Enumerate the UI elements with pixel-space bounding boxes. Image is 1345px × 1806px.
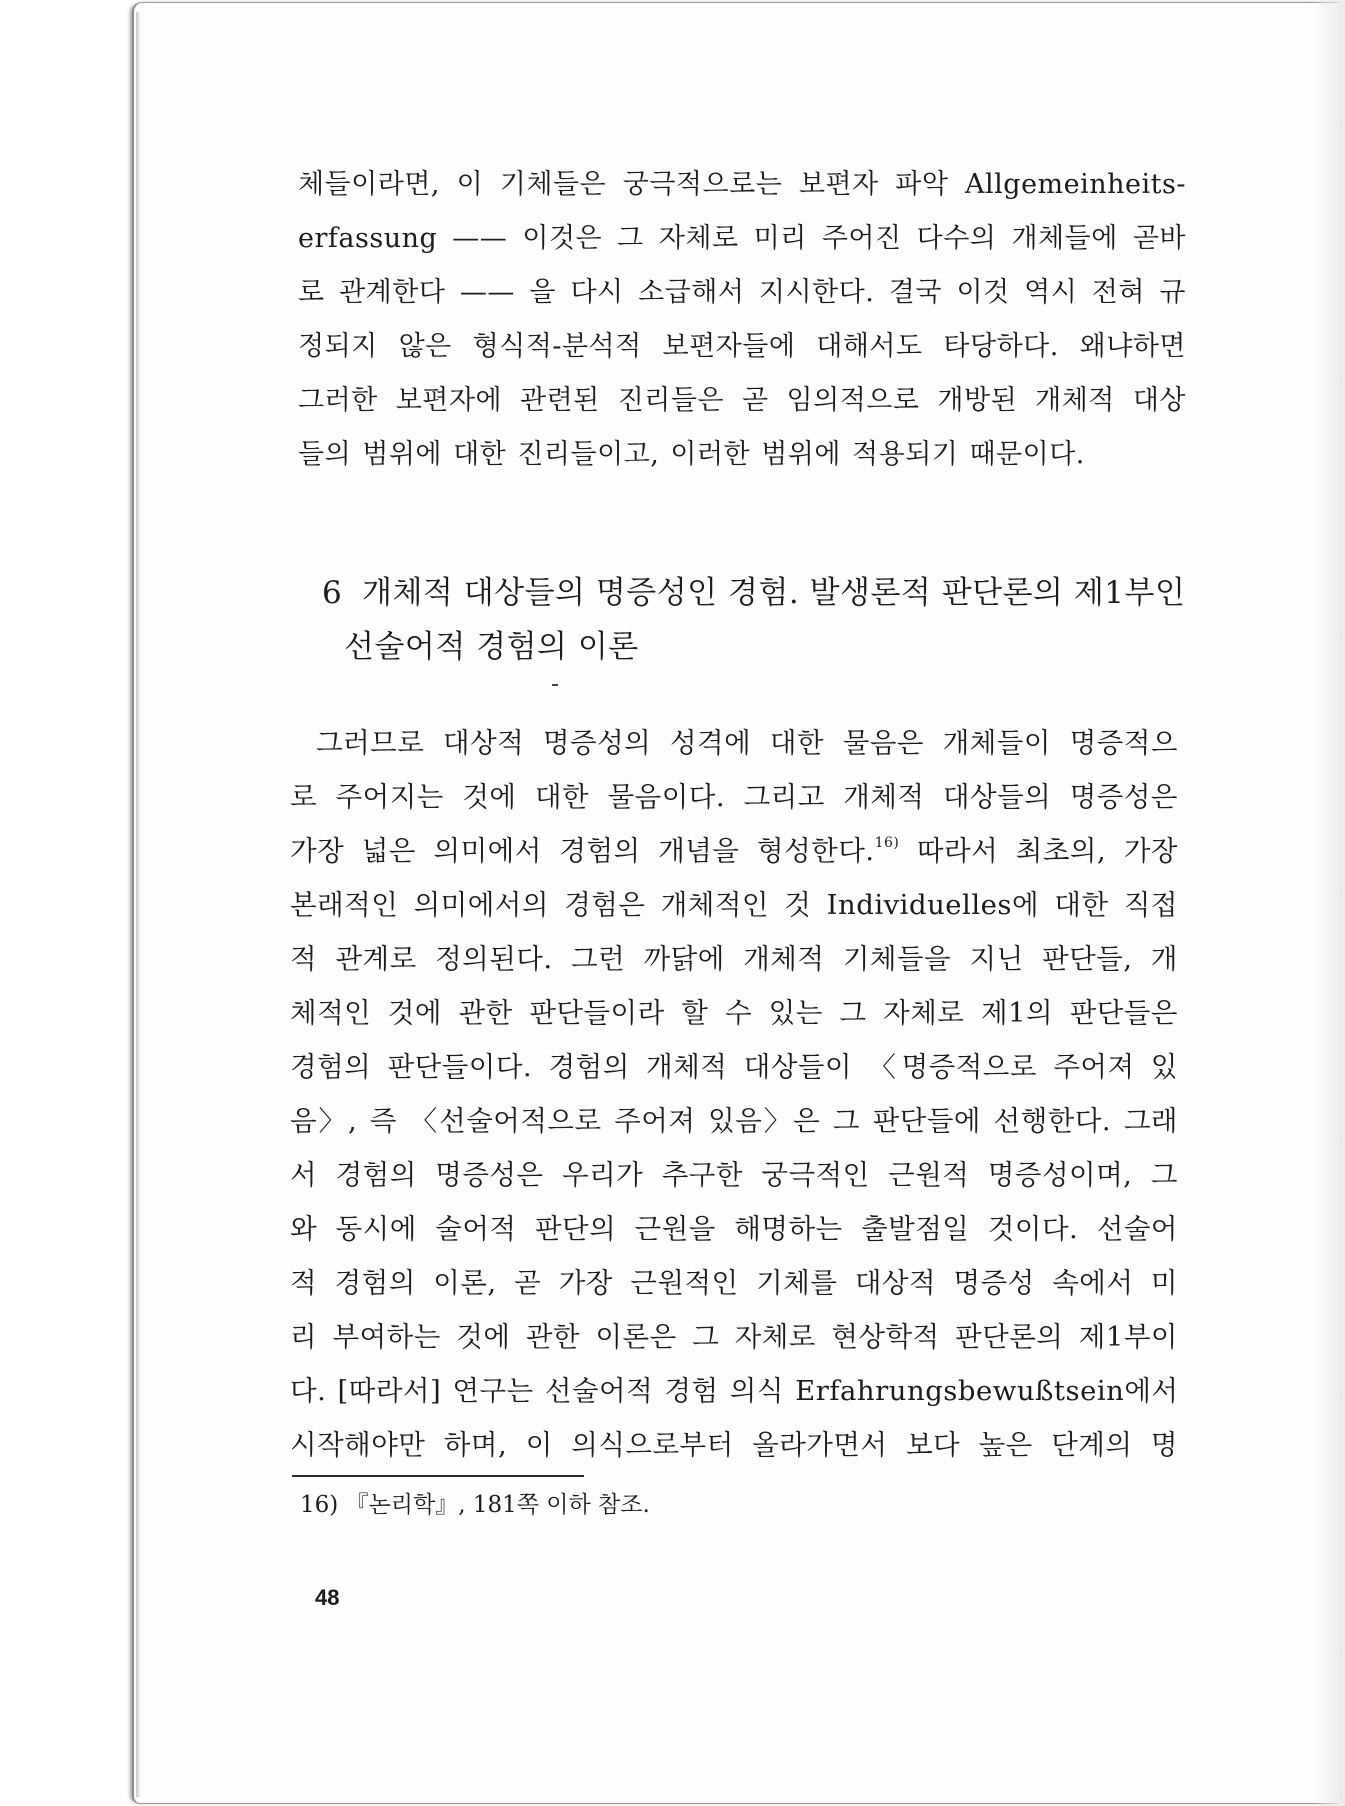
footnote-divider [292,1475,584,1477]
paragraph-line: 로 관계한다 —— 을 다시 소급해서 지시한다. 결국 이것 역시 전혀 규 [298,277,1186,308]
section-number: 6 [322,575,343,611]
paragraph-line: 로 주어지는 것에 대한 물음이다. 그리고 개체적 대상들의 명증성은 [290,781,1178,813]
paragraph-line: 체들이라면, 이 기체들은 궁극적으로는 보편자 파악 Allgemeinheits- [298,169,1186,200]
paragraph-line: 체적인 것에 관한 판단들이라 할 수 있는 그 자체로 제1의 판단들은 [290,997,1178,1029]
paragraph-line: erfassung —— 이것은 그 자체로 미리 주어진 다수의 개체들에 곧바 [298,223,1186,254]
print-speck [552,684,558,686]
paragraph-line: 음〉, 즉 〈선술어적으로 주어져 있음〉은 그 판단들에 선행한다. 그래 [290,1105,1178,1137]
paragraph-line: 적 관계로 정의된다. 그런 까닭에 개체적 기체들을 지닌 판단들, 개 [290,943,1178,975]
paragraph-line: 시작해야만 하며, 이 의식으로부터 올라가면서 보다 높은 단계의 명 [290,1429,1178,1461]
paragraph-line-with-footnote [290,824,1178,878]
footnote: 16) 『논리학』, 181쪽 이하 참조. [300,1492,650,1518]
paragraph-line: 그러한 보편자에 관련된 진리들은 곧 임의적으로 개방된 개체적 대상 [298,385,1186,416]
paragraph-line: 경험의 판단들이다. 경험의 개체적 대상들이 〈명증적으로 주어져 있 [290,1051,1178,1083]
paragraph-line: 와 동시에 술어적 판단의 근원을 해명하는 출발점일 것이다. 선술어 [290,1213,1178,1245]
paragraph-2 [290,716,1178,1472]
paragraph-line: 적 경험의 이론, 곧 가장 근원적인 기체를 대상적 명증성 속에서 미 [290,1267,1178,1299]
paragraph-line: 서 경험의 명증성은 우리가 추구한 궁극적인 근원적 명증성이며, 그 [290,1159,1178,1191]
footnote-reference[interactable]: 16) [874,835,900,851]
paragraph-line: 정되지 않은 형식적-분석적 보편자들에 대해서도 타당하다. 왜냐하면 [298,331,1186,362]
paragraph-line: 리 부여하는 것에 관한 이론은 그 자체로 현상학적 판단론의 제1부이 [290,1321,1178,1353]
scan-right-edge [1311,0,1345,1806]
section-heading-line-1 [322,566,1188,620]
paragraph-line-text: 가장 넓은 의미에서 경험의 개념을 형성한다. [290,835,875,867]
paragraph-line: 다. [따라서] 연구는 선술어적 경험 의식 Erfahrungsbewußtsein에서 [290,1375,1179,1407]
page-number: 48 [315,1585,340,1610]
section-heading [322,566,1188,674]
section-title-part-1: 개체적 대상들의 명증성인 경험. 발생론적 판단론의 제1부인 [362,575,1186,611]
section-title-part-2: 선술어적 경험의 이론 [344,629,639,665]
paragraph-line: 그러므로 대상적 명증성의 성격에 대한 물음은 개체들이 명증적으 [316,727,1178,759]
paragraph-1 [298,158,1186,482]
page-edge-shading [136,12,140,1797]
paragraph-line-text-rest: 따라서 최초의, 가장 [899,835,1178,867]
scan-background-left [0,0,132,1806]
paragraph-line: 들의 범위에 대한 진리들이고, 이러한 범위에 적용되기 때문이다. [298,439,1085,470]
paragraph-line: 본래적인 의미에서의 경험은 개체적인 것 Individuelles에 대한 직접 [290,889,1178,921]
